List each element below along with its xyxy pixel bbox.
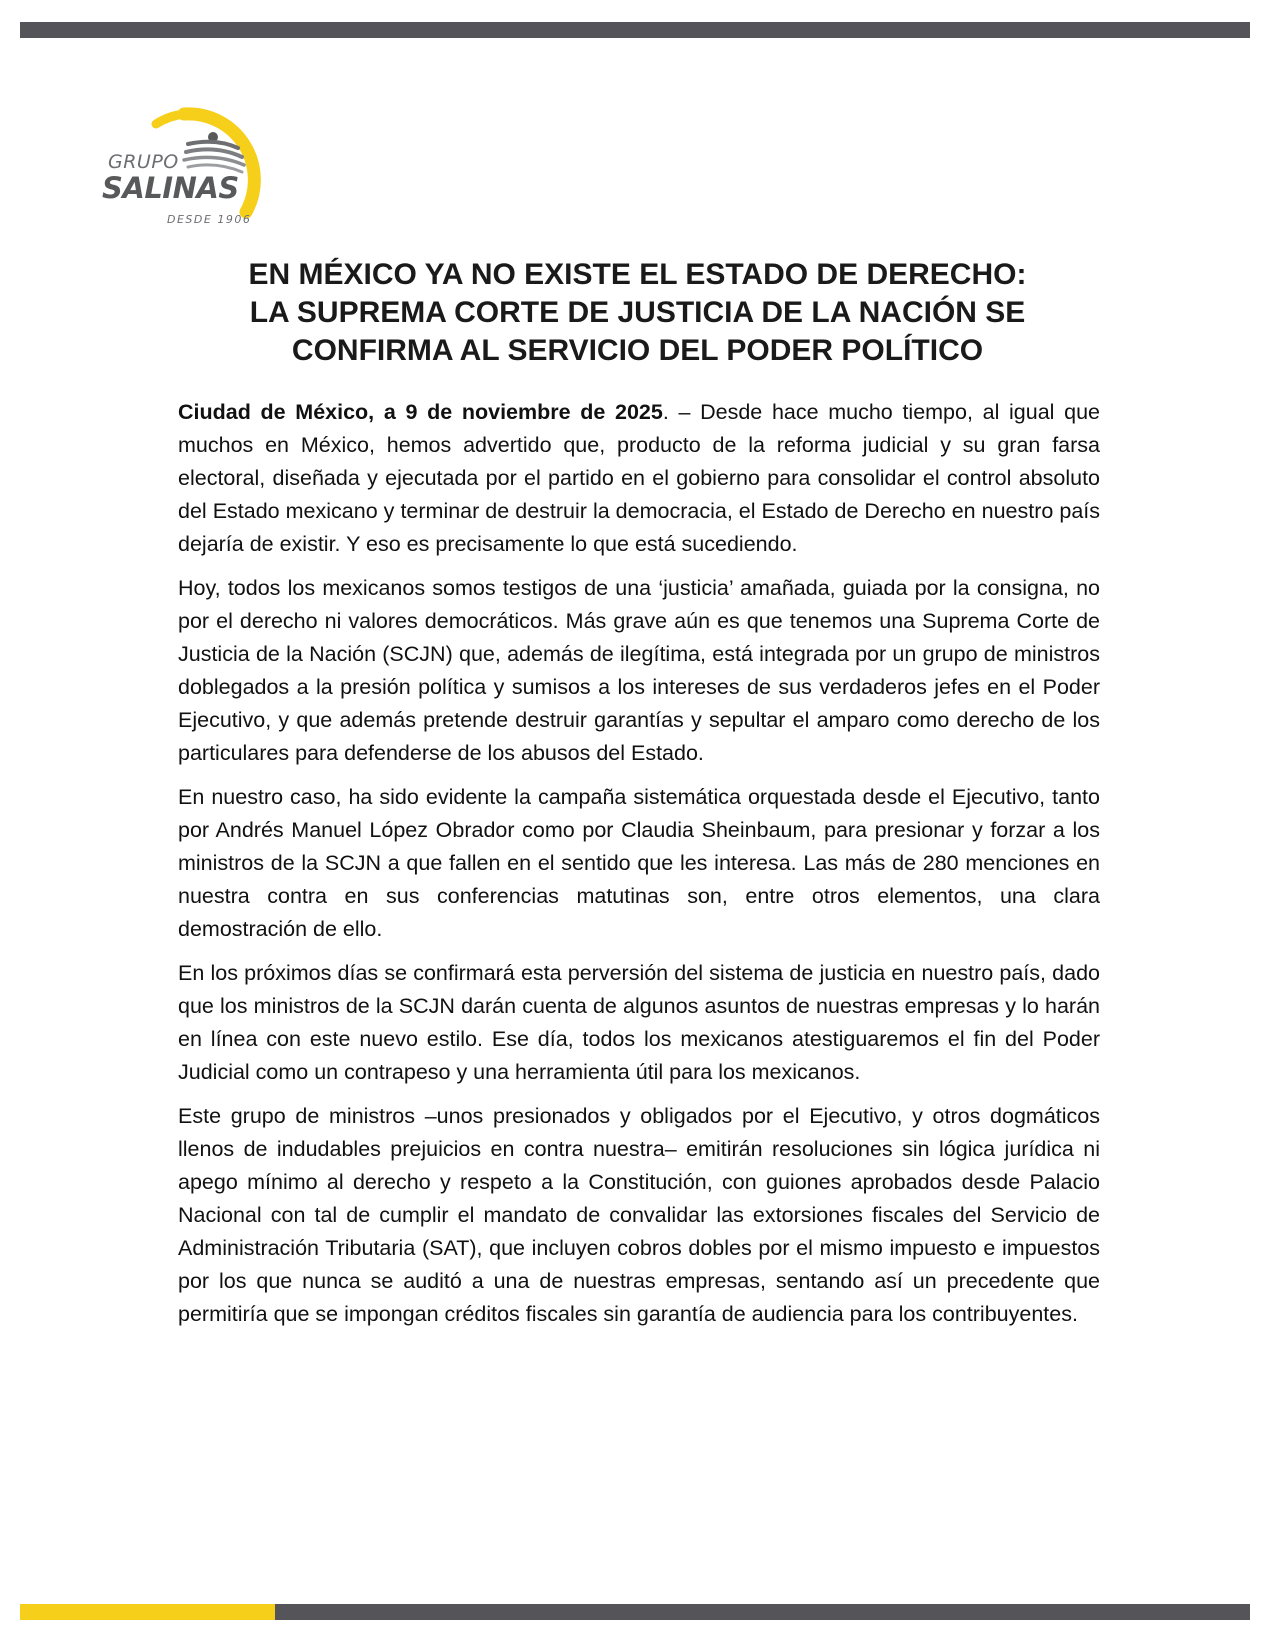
press-release-body xyxy=(178,396,1100,1342)
headline-line-3: CONFIRMA AL SERVICIO DEL PODER POLÍTICO xyxy=(291,334,984,367)
bottom-bar-dark xyxy=(275,1604,1250,1620)
logo-tagline: DESDE 1906 xyxy=(167,213,252,226)
headline-line-2: LA SUPREMA CORTE DE JUSTICIA DE LA NACIÓN SE xyxy=(249,296,1026,329)
bottom-divider-bar xyxy=(20,1604,1250,1620)
press-release-headline xyxy=(130,256,1145,370)
top-divider-bar xyxy=(20,22,1250,38)
headline-line-1: EN MÉXICO YA NO EXISTE EL ESTADO DE DERECHO: xyxy=(248,258,1027,291)
paragraph-2: Hoy, todos los mexicanos somos testigos de una ‘justicia’ amañada, guiada por la consigna, no por el derecho ni valores democráticos. Más grave aún es que tenemos una Suprema Corte de Justicia de la Nación (SCJN) que, además de ilegítima, está integrada por un grupo de ministros doblegados a la presión política y sumisos a los intereses de sus verdaderos jefes en el Poder Ejecutivo, y que además pretende destruir garantías y sepultar el amparo como derecho de los particulares para defenderse de los abusos del Estado. xyxy=(178,576,1100,765)
paragraph-1-text: . – Desde hace mucho tiempo, al igual que muchos en México, hemos advertido que, producto de la reforma judicial y su gran farsa electoral, diseñada y ejecutada por el partido en el gobierno para consolidar el control absoluto del Estado mexicano y terminar de destruir la democracia, el Estado de Derecho en nuestro país dejaría de existir. Y eso es precisamente lo que está sucediendo. xyxy=(178,400,1100,556)
paragraph-1 xyxy=(178,396,1100,561)
grupo-salinas-logo xyxy=(96,100,286,230)
bottom-bar-accent xyxy=(20,1604,275,1620)
paragraph-4: En los próximos días se confirmará esta perversión del sistema de justicia en nuestro país, dado que los ministros de la SCJN darán cuenta de algunos asuntos de nuestras empresas y lo harán en línea con este nuevo estilo. Ese día, todos los mexicanos atestiguaremos el fin del Poder Judicial como un contrapeso y una herramienta útil para los mexicanos. xyxy=(178,961,1100,1084)
logo-grupo-text: GRUPO xyxy=(108,151,179,173)
dateline: Ciudad de México, a 9 de noviembre de 2025 xyxy=(178,400,663,424)
logo-salinas-text: SALINAS xyxy=(102,171,239,205)
paragraph-5: Este grupo de ministros –unos presionados y obligados por el Ejecutivo, y otros dogmáticos llenos de indudables prejuicios en contra nuestra– emitirán resoluciones sin lógica jurídica ni apego mínimo al derecho y respeto a la Constitución, con guiones aprobados desde Palacio Nacional con tal de cumplir el mandato de convalidar las extorsiones fiscales del Servicio de Administración Tributaria (SAT), que incluyen cobros dobles por el mismo impuesto e impuestos por los que nunca se auditó a una de nuestras empresas, sentando así un precedente que permitiría que se impongan créditos fiscales sin garantía de audiencia para los contribuyentes. xyxy=(178,1104,1100,1326)
paragraph-3: En nuestro caso, ha sido evidente la campaña sistemática orquestada desde el Ejecutivo, tanto por Andrés Manuel López Obrador como por Claudia Sheinbaum, para presionar y forzar a los ministros de la SCJN a que fallen en el sentido que les interesa. Las más de 280 menciones en nuestra contra en sus conferencias matutinas son, entre otros elementos, una clara demostración de ello. xyxy=(178,785,1100,941)
